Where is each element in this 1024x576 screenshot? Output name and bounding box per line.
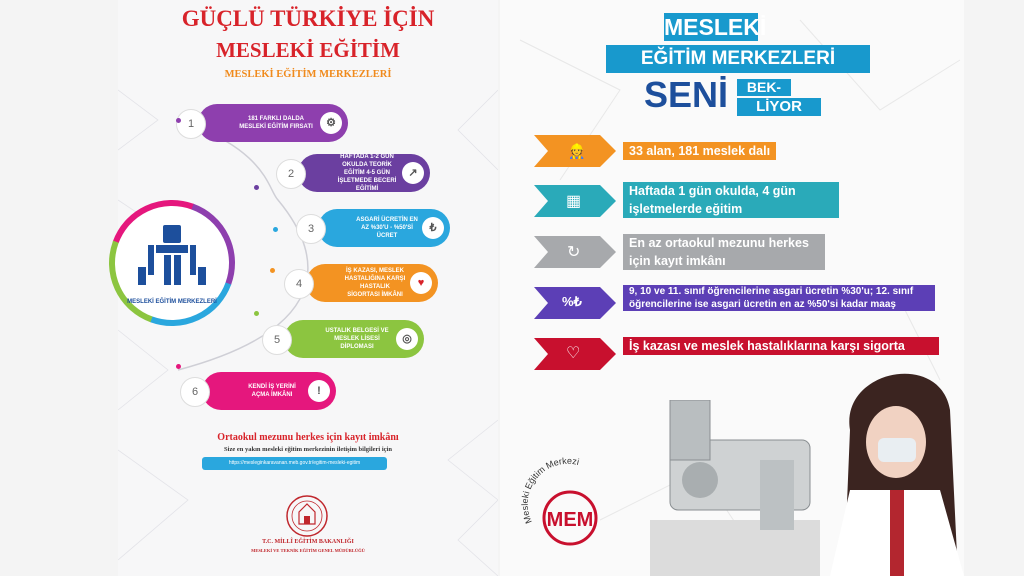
calendar-icon: ▦	[566, 193, 582, 210]
right-poster	[500, 0, 964, 576]
bulb-icon: !	[308, 380, 330, 402]
poster-subtitle: MESLEKİ EĞİTİM MERKEZLERİ	[224, 69, 392, 80]
mem-arc-text: Mesleki Eğitim Merkezi	[519, 455, 581, 526]
feature-item-3	[307, 209, 450, 247]
item-text-5: USTALIK BELGESİ VE MESLEK LİSESİ DİPLOMASI	[325, 328, 389, 350]
feature-item-2	[287, 154, 430, 192]
connector-dot	[176, 118, 181, 123]
connector-dot	[254, 311, 259, 316]
lira-icon: ₺	[422, 217, 444, 239]
ministry-emblem-icon	[284, 494, 330, 538]
poster-title-line1: GÜÇLÜ TÜRKİYE İÇİN	[181, 6, 435, 31]
mem-logo-text: MEM	[546, 509, 594, 531]
item-number-1: 1	[176, 109, 206, 139]
center-logo	[106, 197, 238, 329]
refresh-icon: ↻	[567, 244, 581, 261]
registration-headline: Ortaokul mezunu herkes için kayıt imkânı	[217, 432, 399, 443]
target-icon: ◎	[396, 328, 418, 350]
header-line1: MESLEKİ	[664, 14, 767, 40]
feature-item-1	[187, 104, 348, 142]
header-line2: EĞİTİM MERKEZLERİ	[606, 45, 870, 73]
poster-title-line2: MESLEKİ EĞİTİM	[216, 38, 400, 62]
item-number-5: 5	[262, 325, 292, 355]
feature-row-1-text: 33 alan, 181 meslek dalı	[623, 142, 776, 160]
percent-lira-icon: %₺	[562, 294, 582, 309]
item-number-4: 4	[284, 269, 314, 299]
item-text-4: İŞ KAZASI, MESLEK HASTALIĞINA KARŞI HASTALIK SİGORTASI İMKÂNI	[344, 268, 406, 298]
feature-item-4	[295, 264, 438, 302]
header-liyor: LİYOR	[737, 98, 821, 116]
gear-icon: ⚙	[320, 112, 342, 134]
header-seni: SENİ	[644, 74, 729, 115]
item-number-3: 3	[296, 214, 326, 244]
center-logo-label: MESLEKİ EĞİTİM MERKEZLERİ	[127, 299, 217, 305]
connector-dot	[176, 364, 181, 369]
left-poster	[118, 0, 498, 576]
feature-row-3-text: En az ortaokul mezunu herkes için kayıt imkânı	[623, 234, 825, 270]
heart-outline-icon: ♡	[566, 345, 581, 362]
item-number-2: 2	[276, 159, 306, 189]
feature-item-6	[191, 372, 336, 410]
worker-icon: 👷	[568, 143, 586, 159]
connector-dot	[254, 185, 259, 190]
feature-row-4-text: 9, 10 ve 11. sınıf öğrencilerine asgari ücretin %30'u; 12. sınıf öğrencilerine ise asgari ücretin en az %50'si kadar maaş	[623, 285, 935, 311]
growth-chart-icon: ↗	[402, 162, 424, 184]
contact-info-text: Size en yakın mesleki eğitim merkezinin iletişim bilgileri için	[224, 446, 392, 453]
contact-url-link[interactable]: https://mesleginkaravanan.meb.gov.tr/egitim-mesleki-egitim	[202, 457, 387, 470]
feature-item-5	[273, 320, 424, 358]
sewing-machine-image	[640, 400, 820, 576]
feature-row-2-text: Haftada 1 gün okulda, 4 gün işletmelerde eğitim	[623, 182, 839, 218]
header-bekliyor	[737, 79, 835, 117]
item-number-6: 6	[180, 377, 210, 407]
item-text-6: KENDİ İŞ YERİNİ AÇMA İMKÂNI	[248, 384, 296, 398]
ministry-title: T.C. MİLLÎ EĞİTİM BAKANLIĞI	[262, 539, 354, 545]
mem-logo	[518, 452, 618, 552]
header-bek: BEK-	[737, 79, 791, 96]
ministry-subtitle: MESLEKİ VE TEKNİK EĞİTİM GENEL MÜDÜRLÜĞÜ	[251, 548, 365, 553]
item-text-1: 181 FARKLI DALDA MESLEKİ EĞİTİM FIRSATI	[239, 116, 313, 130]
connector-dot	[270, 268, 275, 273]
student-photo	[830, 350, 964, 576]
feature-row-5-text: İş kazası ve meslek hastalıklarına karşı sigorta	[623, 337, 939, 355]
center-logo-ring	[106, 197, 238, 329]
heart-icon: ♥	[410, 272, 432, 294]
connector-dot	[273, 227, 278, 232]
item-text-3: ASGARİ ÜCRETİN EN AZ %30'U - %50'Sİ ÜCRET	[356, 217, 418, 239]
item-text-2: HAFTADA 1-2 GÜN OKULDA TEORİK EĞİTİM 4-5 GÜN İŞLETMEDE BECERİ EĞİTİMİ	[337, 154, 397, 192]
